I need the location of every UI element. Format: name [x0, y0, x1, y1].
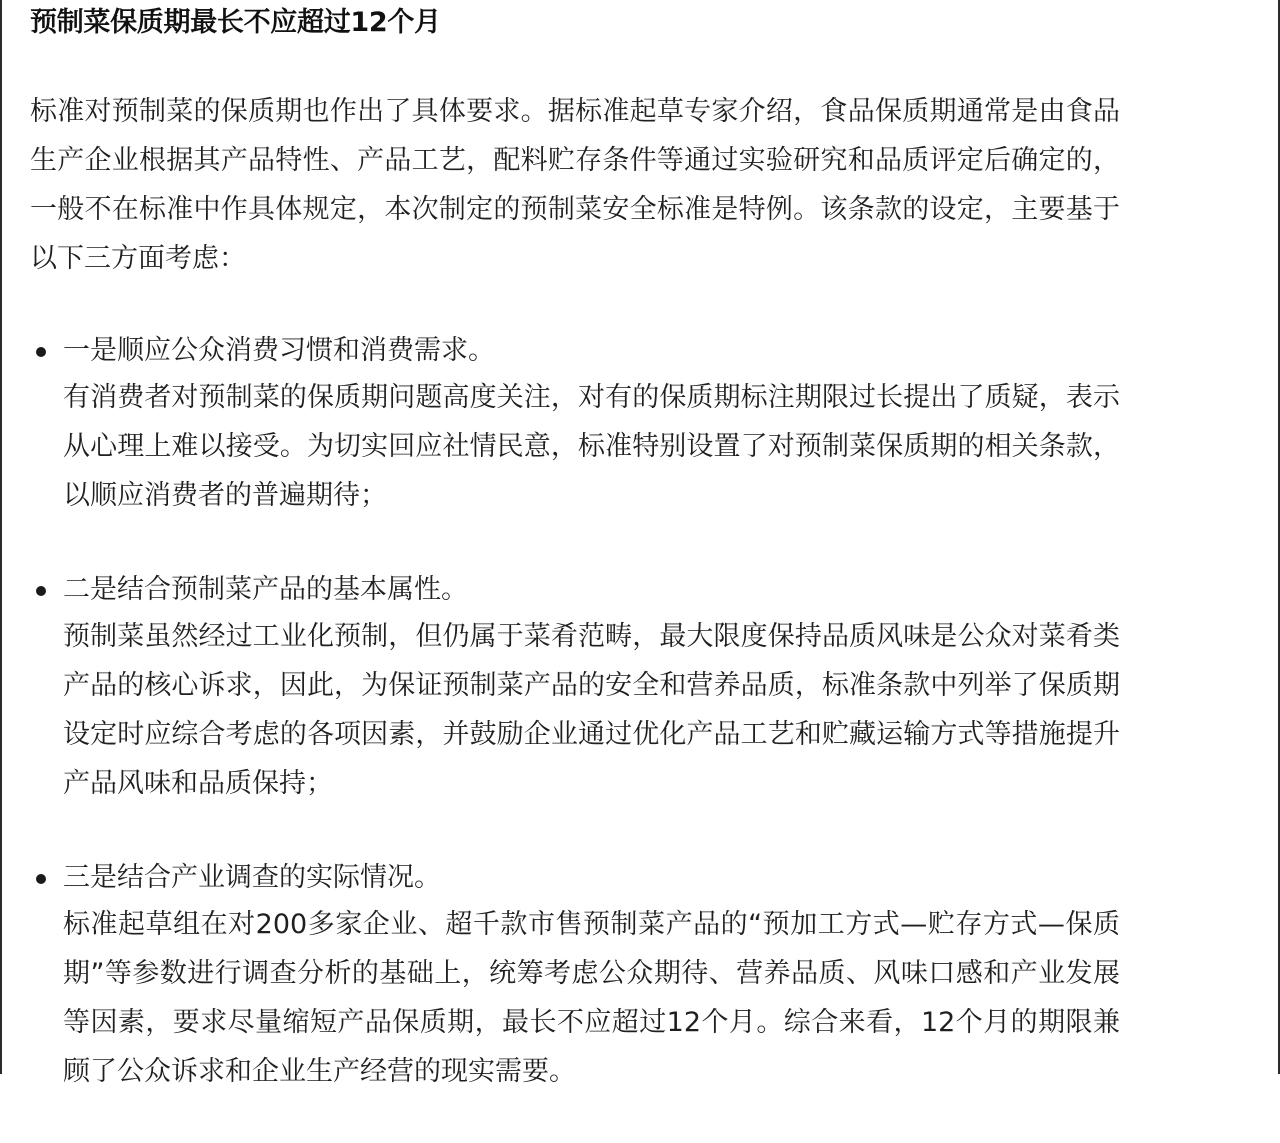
point-body: 标准起草组在对200多家企业、超千款市售预制菜产品的“预加工方式—贮存方式—保质期”等参数进行调查分析的基础上，统筹考虑公众期待、营养品质、风味口感和产业发展等因素，要求尽量缩短产品保质期，最长不应超过12个月。综合来看，12个月的期限兼顾了公众诉求和企业生产经营的现实需要。 [63, 909, 1120, 1087]
point-title: 二是结合预制菜产品的基本属性。 [63, 574, 468, 605]
point-title: 一是顺应公众消费习惯和消费需求。 [63, 335, 495, 366]
point-body: 有消费者对预制菜的保质期问题高度关注，对有的保质期标注期限过长提出了质疑，表示从心理上难以接受。为切实回应社情民意，标准特别设置了对预制菜保质期的相关条款，以顺应消费者的普遍期待； [63, 382, 1120, 511]
bullet-icon [36, 347, 46, 357]
bullet-icon [36, 874, 46, 884]
list-item [30, 328, 1120, 520]
consideration-list [30, 328, 1120, 1096]
article-heading: 预制菜保质期最长不应超过12个月 [30, 7, 441, 38]
list-item [30, 567, 1120, 808]
intro-paragraph: 标准对预制菜的保质期也作出了具体要求。据标准起草专家介绍，食品保质期通常是由食品生产企业根据其产品特性、产品工艺，配料贮存条件等通过实验研究和品质评定后确定的，一般不在标准中作具体规定，本次制定的预制菜安全标准是特例。该条款的设定，主要基于以下三方面考虑： [30, 96, 1120, 274]
point-body: 预制菜虽然经过工业化预制，但仍属于菜肴范畴，最大限度保持品质风味是公众对菜肴类产品的核心诉求，因此，为保证预制菜产品的安全和营养品质，标准条款中列举了保质期设定时应综合考虑的各项因素，并鼓励企业通过优化产品工艺和贮藏运输方式等措施提升产品风味和品质保持； [63, 621, 1120, 799]
bullet-icon [36, 586, 46, 596]
list-item [30, 855, 1120, 1096]
article [30, 0, 1120, 1143]
point-title: 三是结合产业调查的实际情况。 [63, 862, 441, 893]
